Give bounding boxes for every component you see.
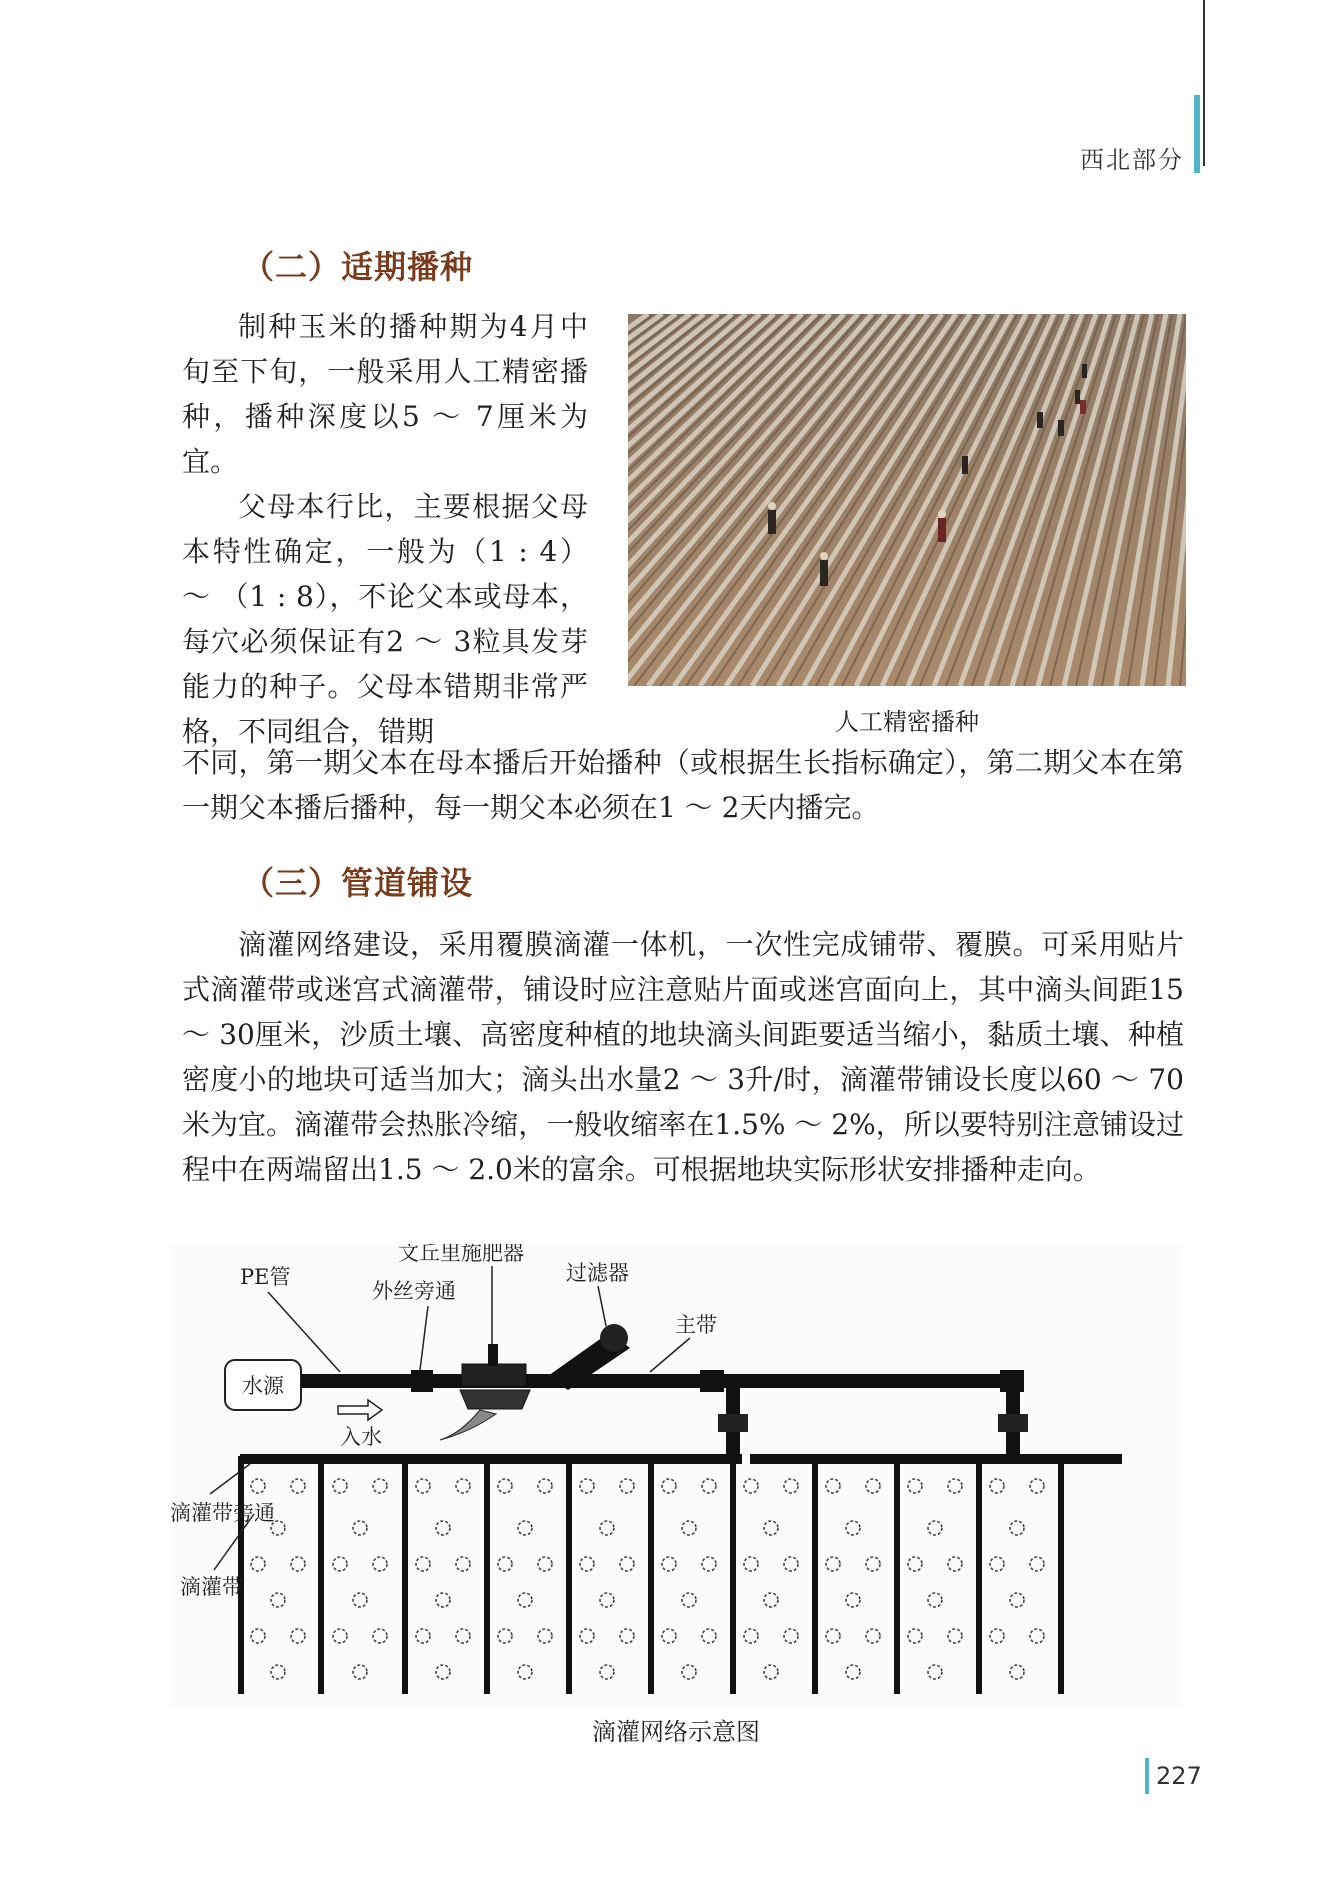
drip-tape-line [894,1456,900,1694]
pe-pipe [301,1374,411,1388]
drip-tape-line [976,1456,982,1694]
diagram-caption: 滴灌网络示意图 [592,1718,760,1746]
page-number-bar [1145,1758,1149,1794]
paragraph-parent-ratio: 父母本行比，主要根据父母本特性确定，一般为（1 : 4） ～ （1 : 8），不论父本或母本，每穴必须保证有2 ～ 3粒具发芽能力的种子。父母本错期非常严格，不同组合，错期 [182,490,588,748]
header-rule [1203,0,1205,166]
drip-tape-line [318,1456,324,1694]
drip-tape-line [484,1456,490,1694]
drip-tape-line [1058,1456,1064,1694]
label-drip-tape: 滴灌带 [180,1575,243,1599]
drip-network-diagram [170,1244,1182,1706]
paragraph-parent-ratio-continued: 不同，第一期父本在母本播后开始播种（或根据生长指标确定），第二期父本在第一期父本播后播种，每一期父本必须在1 ～ 2天内播完。 [182,746,1184,824]
field-sowing-photo [628,314,1186,686]
drip-tape-line [730,1456,736,1694]
header-accent-bar [1194,95,1200,173]
drip-tape-line [402,1456,408,1694]
label-venturi: 文丘里施肥器 [398,1244,524,1265]
drip-tape-line [812,1456,818,1694]
drip-tape-line [648,1456,654,1694]
paragraph-drip-network: 滴灌网络建设，采用覆膜滴灌一体机，一次性完成铺带、覆膜。可采用贴片式滴灌带或迷宫式滴灌带，铺设时应注意贴片面或迷宫面向上，其中滴头间距15 ～ 30厘米，沙质土壤、高密度种植的地块滴头间距要适当缩小，黏质土壤、种植密度小的地块可适当加大；滴头出水量2 ～ 3升/时，滴灌带铺设长度以60 ～ 70米为宜。滴灌带会热胀冷缩，一般收缩率在1.5% ～ 2%，所以要特别注意铺设过程中在两端留出1.5 ～ 2.0米的富余。可根据地块实际形状安排播种走向。 [182,928,1184,1186]
label-drip-bypass: 滴灌带旁通 [170,1501,275,1525]
paragraph-sowing-period: 制种玉米的播种期为4月中旬至下旬，一般采用人工精密播种，播种深度以5 ～ 7厘米为宜。 [182,310,588,478]
section-heading-pipes: （三）管道铺设 [242,864,474,902]
sub-main-left [240,1454,742,1464]
label-main-belt: 主带 [675,1313,717,1337]
bypass-fitting [411,1370,433,1392]
label-water-in: 入水 [340,1425,382,1449]
page-number: 227 [1156,1762,1202,1790]
main-belt [553,1374,1023,1388]
venturi-injector [462,1364,526,1386]
label-outer-bypass: 外丝旁通 [372,1279,456,1303]
label-water-source: 水源 [242,1374,284,1398]
running-header: 西北部分 [1080,146,1184,174]
label-pe-pipe: PE管 [240,1265,291,1289]
label-filter: 过滤器 [566,1261,629,1285]
section-heading-sowing: （二）适期播种 [242,248,474,286]
drip-tape-line [566,1456,572,1694]
photo-caption: 人工精密播种 [835,708,979,736]
sub-main-right [750,1454,1122,1464]
